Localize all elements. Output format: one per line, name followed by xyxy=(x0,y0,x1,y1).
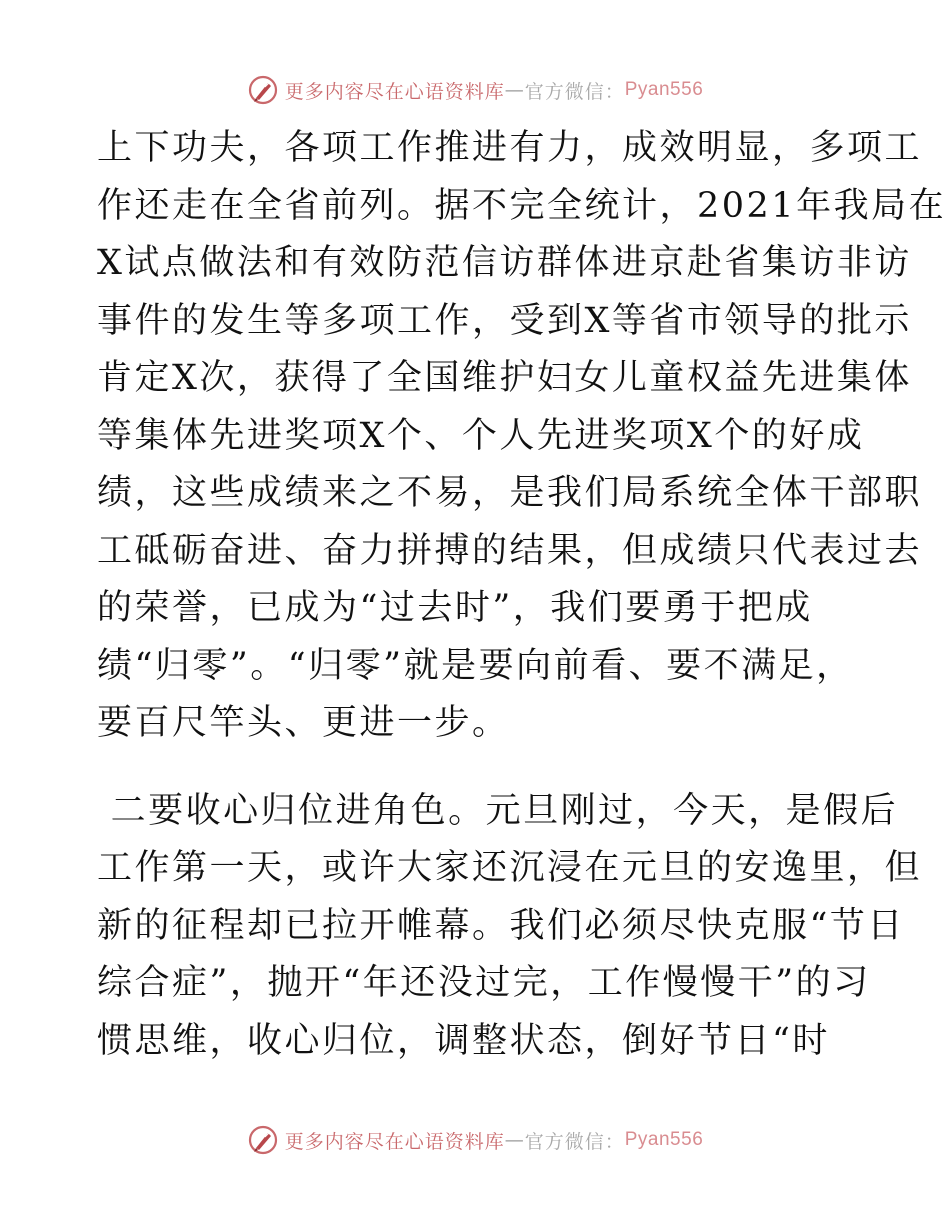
text-line: X试点做法和有效防范信访群体进京赴省集访非访 xyxy=(97,243,912,283)
text-line: 事件的发生等多项工作，受到X等省市领导的批示 xyxy=(97,300,912,341)
text-line: 等集体先进奖项X个、个人先进奖项X个的好成 xyxy=(97,415,865,456)
paragraph-1 xyxy=(97,120,947,753)
text-line: 上下功夫，各项工作推进有力，成效明显，多项工 xyxy=(97,128,923,168)
text-line: 综合症”，抛开“年还没过完，工作慢慢干”的习 xyxy=(97,963,871,1003)
watermark-wechat-label: 官方微信： xyxy=(524,80,625,103)
watermark-separator: — xyxy=(504,1129,525,1151)
watermark-separator: — xyxy=(504,79,525,101)
footer-watermark xyxy=(0,1122,950,1158)
text-line: 要百尺竿头、更进一步。 xyxy=(97,703,510,743)
text-line: 的荣誉，已成为“过去时”，我们要勇于把成 xyxy=(97,588,813,628)
watermark-text: 更多内容尽在心语资料库 xyxy=(284,1130,505,1153)
text-line: 工作第一天，或许大家还沉浸在元旦的安逸里，但 xyxy=(97,848,923,888)
paragraph-spacer xyxy=(97,753,857,783)
paragraph-2 xyxy=(97,783,923,1071)
watermark-wechat-id: Pyan556 xyxy=(624,79,704,100)
text-line: 作还走在全省前列。据不完全统计，2021年我局在 xyxy=(97,185,947,226)
watermark-text: 更多内容尽在心语资料库 xyxy=(284,80,505,103)
watermark-wechat-label: 官方微信： xyxy=(524,1130,625,1153)
text-line: 绩，这些成绩来之不易，是我们局系统全体干部职 xyxy=(97,473,923,513)
text-line: 二要收心归位进角色。元旦刚过，今天，是假后 xyxy=(97,790,899,831)
text-line: 肯定X次，获得了全国维护妇女儿童权益先进集体 xyxy=(97,358,912,398)
text-line: 惯思维，收心归位，调整状态，倒好节日“时 xyxy=(97,1020,830,1061)
header-watermark xyxy=(0,72,950,108)
text-line: 工砥砺奋进、奋力拼搏的结果，但成绩只代表过去 xyxy=(97,530,923,571)
document-body xyxy=(97,120,947,1070)
text-line: 绩“归零”。“归零”就是要向前看、要不满足， xyxy=(97,645,854,686)
watermark-wechat-id: Pyan556 xyxy=(624,1129,704,1150)
text-line: 新的征程却已拉开帷幕。我们必须尽快克服“节日 xyxy=(97,905,905,946)
quill-pen-icon xyxy=(247,74,279,106)
quill-pen-icon xyxy=(247,1124,279,1156)
